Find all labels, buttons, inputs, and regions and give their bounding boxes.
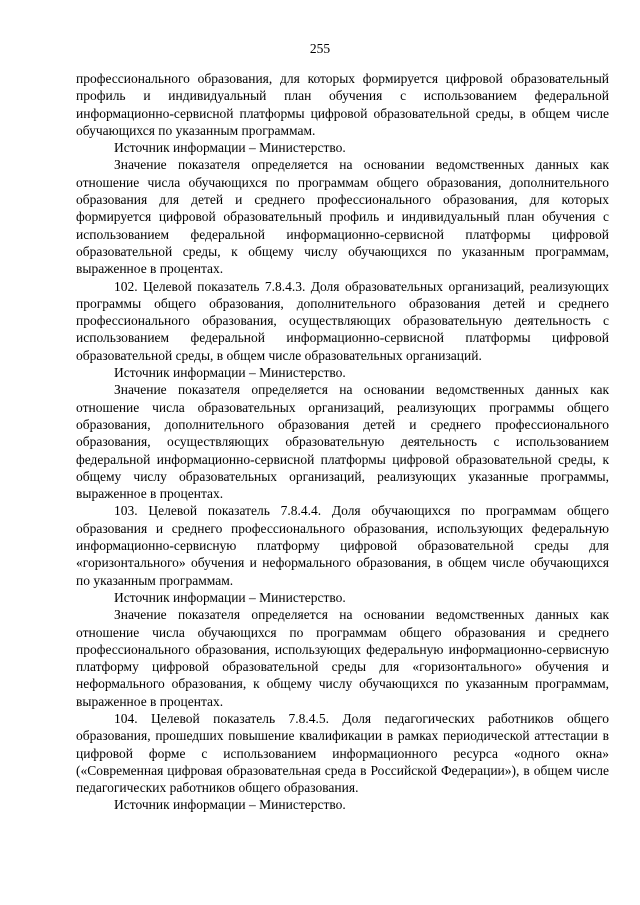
page-number: 255 (309, 41, 331, 56)
paragraph-continuation: профессионального образования, для которых формируется цифровой образовательный профиль и индивидуальный план обучения с использованием федеральной информационно-сервисной платформы цифровой образовательной среды, в общем числе обучающихся по указанным программам. (76, 71, 609, 138)
paragraph-indicator-103: 103. Целевой показатель 7.8.4.4. Доля обучающихся по программам общего образования и среднего профессионального образования, использующих федеральную информационно-сервисную платформу цифровой образовательной среды для «горизонтального» обучения и неформального образования, в общем числе обучающихся по указанным программам. (76, 503, 609, 588)
paragraph-source: Источник информации – Министерство. (114, 797, 346, 813)
paragraph-indicator-104: 104. Целевой показатель 7.8.4.5. Доля педагогических работников общего образования, прошедших повышение квалификации в рамках периодической аттестации в цифровой форме с использованием информационного ресурса «одного окна» («Современная цифровая образовательная среда в Российской Федерации»), в общем числе педагогических работников общего образования. (76, 710, 609, 796)
paragraph-value-description: Значение показателя определяется на основании ведомственных данных как отношение числа обучающихся по программам общего образования и среднего профессионального образования, использующих федеральную информационно-сервисную платформу цифровой образовательной среды для «горизонтального» обучения и неформального образования, к общему числу обучающихся по указанным программам, выраженное в процентах. (76, 607, 609, 709)
paragraph-value-description: Значение показателя определяется на основании ведомственных данных как отношение числа образовательных организаций, реализующих программы общего образования, дополнительного образования детей и среднего профессионального образования, осуществляющих образовательную деятельность с использованием федеральной информационно-сервисной платформы цифровой образовательной среды, к общему числу образовательных организаций, реализующих указанные программы, выраженное в процентах. (76, 382, 609, 502)
paragraph-indicator-102: 102. Целевой показатель 7.8.4.3. Доля образовательных организаций, реализующих программы общего образования, дополнительного образования детей и среднего профессионального образования, осуществляющих образовательную деятельность с использованием федеральной информационно-сервисной платформы цифровой образовательной среды, в общем числе образовательных организаций. (76, 278, 609, 363)
paragraph-source: Источник информации – Министерство. (114, 140, 346, 156)
paragraph-value-description: Значение показателя определяется на основании ведомственных данных как отношение числа обучающихся по программам общего образования, дополнительного образования для детей и среднего профессионального образования, для которых формируется цифровой образовательный профиль и индивидуальный план обучения с использованием федеральной информационно-сервисной платформы цифровой образовательной среды, к общему числу обучающихся по указанным программам, выраженное в процентах. (76, 157, 609, 277)
paragraph-source: Источник информации – Министерство. (114, 365, 346, 381)
document-body (76, 70, 609, 814)
paragraph-source: Источник информации – Министерство. (114, 589, 346, 605)
